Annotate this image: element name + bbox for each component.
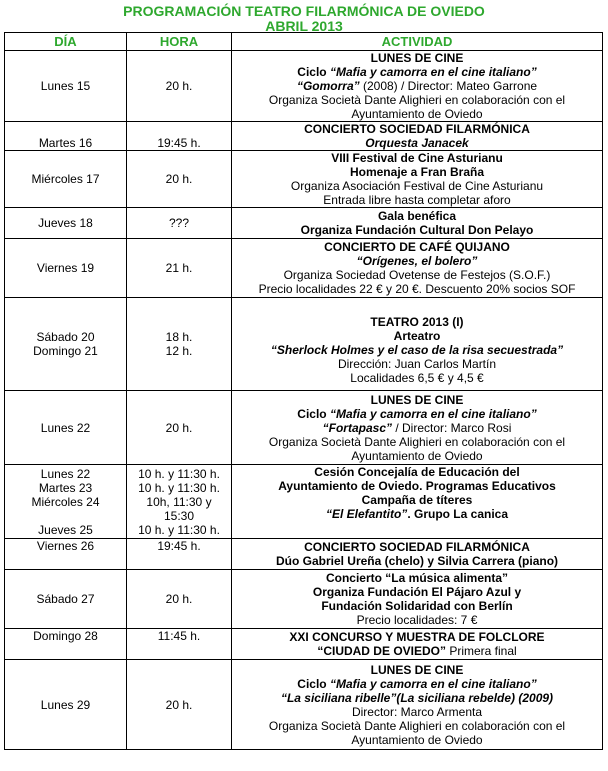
hour-cell: 19:45 h. — [127, 122, 232, 151]
hour-cell: 20 h. — [127, 151, 232, 208]
hour-cell: ??? — [127, 208, 232, 239]
activity-line: Gala benéfica — [377, 209, 457, 223]
activity-cell — [232, 298, 603, 391]
activity-line: Organiza Fundación Cultural Don Pelayo — [300, 223, 534, 237]
schedule-document — [4, 0, 604, 750]
activity-line: CONCIERTO DE CAFÉ QUIJANO — [324, 240, 510, 254]
activity-line: Campaña de títeres — [361, 493, 473, 507]
hour-cell: 20 h. — [127, 51, 232, 122]
day-cell: Domingo 28 — [5, 629, 127, 660]
table-row — [5, 208, 603, 239]
activity-cell — [232, 51, 603, 122]
activity-line: Precio localidades 22 € y 20 €. Descuento 20% socios SOF — [258, 282, 576, 296]
activity-cell — [232, 539, 603, 570]
day-text: Jueves 25 — [38, 522, 93, 537]
activity-line: Organiza Asociación Festival de Cine Asturianu — [290, 179, 544, 193]
activity-cell — [232, 122, 603, 151]
activity-text: “Gomorra” — [296, 79, 360, 93]
hour-cell — [127, 465, 232, 539]
activity-line: Ayuntamiento de Oviedo — [351, 107, 483, 121]
hour-cell: 20 h. — [127, 391, 232, 465]
activity-line: Ayuntamiento de Oviedo. Programas Educativos — [278, 479, 556, 493]
activity-cell — [232, 660, 603, 750]
activity-text: “Mafia y camorra en el cine italiano” — [329, 676, 537, 691]
table-row — [5, 391, 603, 465]
activity-cell — [232, 239, 603, 298]
table-row — [5, 629, 603, 660]
activity-line: Organiza Società Dante Alighieri en colaboración con el — [268, 93, 566, 107]
activity-line: Organiza Sociedad Ovetense de Festejos (S.O.F.) — [283, 268, 551, 282]
activity-line: XXI CONCURSO Y MUESTRA DE FOLCLORE — [289, 630, 545, 644]
activity-line: Homenaje a Fran Braña — [349, 165, 485, 179]
title-line-2: ABRIL 2013 — [265, 18, 343, 34]
activity-text: “Mafia y camorra en el cine italiano” — [329, 65, 537, 79]
day-text: Lunes 22 — [40, 466, 91, 481]
activity-line: TEATRO 2013 (I) — [370, 315, 464, 329]
activity-line: VIII Festival de Cine Asturianu — [331, 151, 503, 165]
table-row — [5, 298, 603, 391]
activity-line: Ayuntamiento de Oviedo — [351, 448, 483, 463]
activity-line: Dúo Gabriel Ureña (chelo) y Silvia Carrera (piano) — [275, 554, 559, 568]
day-cell: Lunes 15 — [5, 51, 127, 122]
activity-text: (2008) / Director: Mateo Garrone — [359, 79, 538, 93]
day-cell: Jueves 18 — [5, 208, 127, 239]
hour-text: 18 h. — [165, 330, 193, 344]
activity-line: Dirección: Juan Carlos Martín — [337, 357, 497, 371]
hour-text: 15:30 — [163, 508, 195, 523]
activity-text: / Director: Marco Rosi — [392, 420, 512, 435]
activity-text: “El Elefantito” — [325, 507, 408, 521]
activity-line: Concierto “La música alimenta” — [325, 571, 509, 585]
activity-line: Arteatro — [393, 329, 441, 343]
activity-text: Primera final — [446, 644, 517, 658]
activity-line: Cesión Concejalía de Educación del — [314, 465, 520, 479]
day-cell: Viernes 26 — [5, 539, 127, 570]
activity-line: CONCIERTO SOCIEDAD FILARMÓNICA — [304, 122, 530, 136]
hour-cell: 11:45 h. — [127, 629, 232, 660]
activity-text: Ciclo — [297, 676, 330, 691]
activity-text: . Grupo La canica — [407, 507, 509, 521]
activity-line: Organiza Società Dante Alighieri en colaboración con el — [268, 718, 566, 733]
activity-cell — [232, 570, 603, 629]
activity-line: Organiza Società Dante Alighieri en colaboración con el — [268, 434, 566, 449]
schedule-table — [4, 32, 603, 750]
day-cell: Lunes 22 — [5, 391, 127, 465]
activity-line: Precio localidades: 7 € — [356, 613, 478, 627]
activity-cell — [232, 151, 603, 208]
table-row — [5, 465, 603, 539]
day-text: Miércoles 24 — [31, 494, 100, 509]
activity-line — [234, 677, 600, 691]
hour-text: 10 h. y 11:30 h. — [138, 522, 220, 537]
activity-cell — [232, 629, 603, 660]
table-row — [5, 570, 603, 629]
activity-line — [234, 507, 600, 521]
activity-line — [234, 644, 600, 658]
activity-line: “La siciliana ribelle”(La siciliana rebelde) (2009) — [280, 690, 554, 705]
activity-text: Ciclo — [297, 406, 330, 421]
day-cell: Sábado 27 — [5, 570, 127, 629]
table-row — [5, 51, 603, 122]
activity-cell — [232, 391, 603, 465]
hour-cell: 20 h. — [127, 570, 232, 629]
activity-text: “Fortapasc” — [322, 420, 392, 435]
document-title — [4, 0, 604, 32]
hour-text: 12 h. — [165, 344, 193, 358]
day-cell — [5, 298, 127, 391]
activity-line: CONCIERTO SOCIEDAD FILARMÓNICA — [304, 540, 530, 554]
activity-line: Entrada libre hasta completar aforo — [323, 193, 511, 207]
activity-line: Fundación Solidaridad con Berlín — [321, 599, 513, 613]
activity-text: “Mafia y camorra en el cine italiano” — [329, 406, 537, 421]
day-cell: Martes 16 — [5, 122, 127, 151]
hour-text: 10h, 11:30 y — [146, 494, 212, 509]
activity-cell — [232, 208, 603, 239]
day-text: Domingo 21 — [33, 344, 98, 358]
activity-line: Localidades 6,5 € y 4,5 € — [350, 371, 484, 385]
title-line-1: PROGRAMACIÓN TEATRO FILARMÓNICA DE OVIEDO — [123, 3, 485, 19]
activity-line: Director: Marco Armenta — [351, 704, 483, 719]
activity-line — [234, 407, 600, 421]
day-cell: Viernes 19 — [5, 239, 127, 298]
table-row — [5, 151, 603, 208]
activity-line: Organiza Fundación El Pájaro Azul y — [312, 585, 522, 599]
hour-text: 10 h. y 11:30 h. — [138, 480, 220, 495]
header-dia: DÍA — [5, 33, 127, 51]
day-text: Martes 23 — [38, 480, 93, 495]
day-cell: Miércoles 17 — [5, 151, 127, 208]
hour-cell — [127, 298, 232, 391]
table-header-row — [5, 33, 603, 51]
hour-cell: 20 h. — [127, 660, 232, 750]
hour-cell: 21 h. — [127, 239, 232, 298]
header-hora: HORA — [127, 33, 232, 51]
hour-text: 10 h. y 11:30 h. — [138, 466, 220, 481]
activity-line: LUNES DE CINE — [370, 662, 464, 677]
day-text — [7, 509, 124, 523]
activity-line — [234, 79, 600, 93]
activity-line: “Sherlock Holmes y el caso de la risa secuestrada” — [270, 343, 564, 357]
activity-line: LUNES DE CINE — [370, 392, 464, 407]
hour-cell: 19:45 h. — [127, 539, 232, 570]
activity-line: Orquesta Janacek — [365, 136, 469, 150]
table-row — [5, 239, 603, 298]
activity-cell — [232, 465, 603, 539]
activity-line: Ayuntamiento de Oviedo — [351, 732, 483, 747]
table-row — [5, 539, 603, 570]
activity-text: “CIUDAD DE OVIEDO” — [317, 644, 446, 658]
activity-line: LUNES DE CINE — [370, 51, 464, 65]
table-row — [5, 122, 603, 151]
activity-line — [234, 421, 600, 435]
activity-text: Ciclo — [297, 65, 330, 79]
activity-line — [234, 65, 600, 79]
activity-line: “Orígenes, el bolero” — [356, 254, 478, 268]
day-cell — [5, 465, 127, 539]
day-text: Sábado 20 — [36, 330, 95, 344]
header-actividad: ACTIVIDAD — [232, 33, 603, 51]
table-row — [5, 660, 603, 750]
day-cell: Lunes 29 — [5, 660, 127, 750]
